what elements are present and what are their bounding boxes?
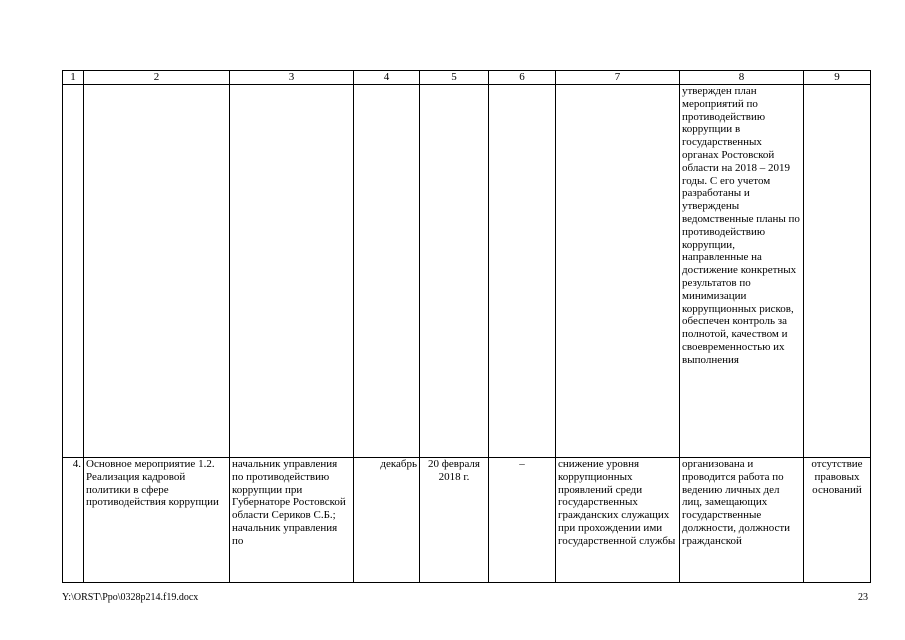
row1-cell-result: утвержден план мероприятий по противодействию коррупции в государственных органах Ростовской области на 2018 – 2019 годы. С его учетом разработаны и утверждены ведомственные планы по противодействию коррупции, направленные на достижение конкретных результатов по минимизации коррупционных рисков, обеспечен контроль за полнотой, качеством и своевременностью их выполнения [680,85,804,458]
row1-cell-fact-date [420,85,489,458]
row1-cell-expected [556,85,680,458]
table-row [63,458,871,583]
row1-cell-executor [230,85,354,458]
page-number: 23 [858,592,868,603]
row2-cell-expected: снижение уровня коррупционных проявлений среди государственных гражданских служащих при прохождении ими государственной службы [556,458,680,583]
row2-cell-executor: начальник управления по противодействию коррупции при Губернаторе Ростовской области Сериков С.Б.; начальник управления по [230,458,354,583]
header-cell-6: 6 [489,71,556,85]
header-cell-8: 8 [680,71,804,85]
row2-cell-reason: отсутствие правовых оснований [804,458,871,583]
row2-cell-fact-date: 20 февраля 2018 г. [420,458,489,583]
report-table [62,70,871,583]
header-cell-4: 4 [354,71,420,85]
row2-cell-6: – [489,458,556,583]
row1-cell-num [63,85,84,458]
row1-cell-6 [489,85,556,458]
table-row [63,85,871,458]
header-cell-2: 2 [84,71,230,85]
header-cell-9: 9 [804,71,871,85]
header-row [63,71,871,85]
row2-cell-num: 4. [63,458,84,583]
row1-cell-reason [804,85,871,458]
row1-cell-name [84,85,230,458]
row1-cell-plan-date [354,85,420,458]
header-cell-7: 7 [556,71,680,85]
row2-cell-result: организована и проводится работа по ведению личных дел лиц, замещающих государственные должности, должности гражданской [680,458,804,583]
row2-cell-name: Основное мероприятие 1.2. Реализация кадровой политики в сфере противодействия коррупции [84,458,230,583]
header-cell-5: 5 [420,71,489,85]
header-cell-1: 1 [63,71,84,85]
header-cell-3: 3 [230,71,354,85]
footer-file-path: Y:\ORST\Ppo\0328p214.f19.docx [62,592,199,603]
row2-cell-plan-date: декабрь [354,458,420,583]
